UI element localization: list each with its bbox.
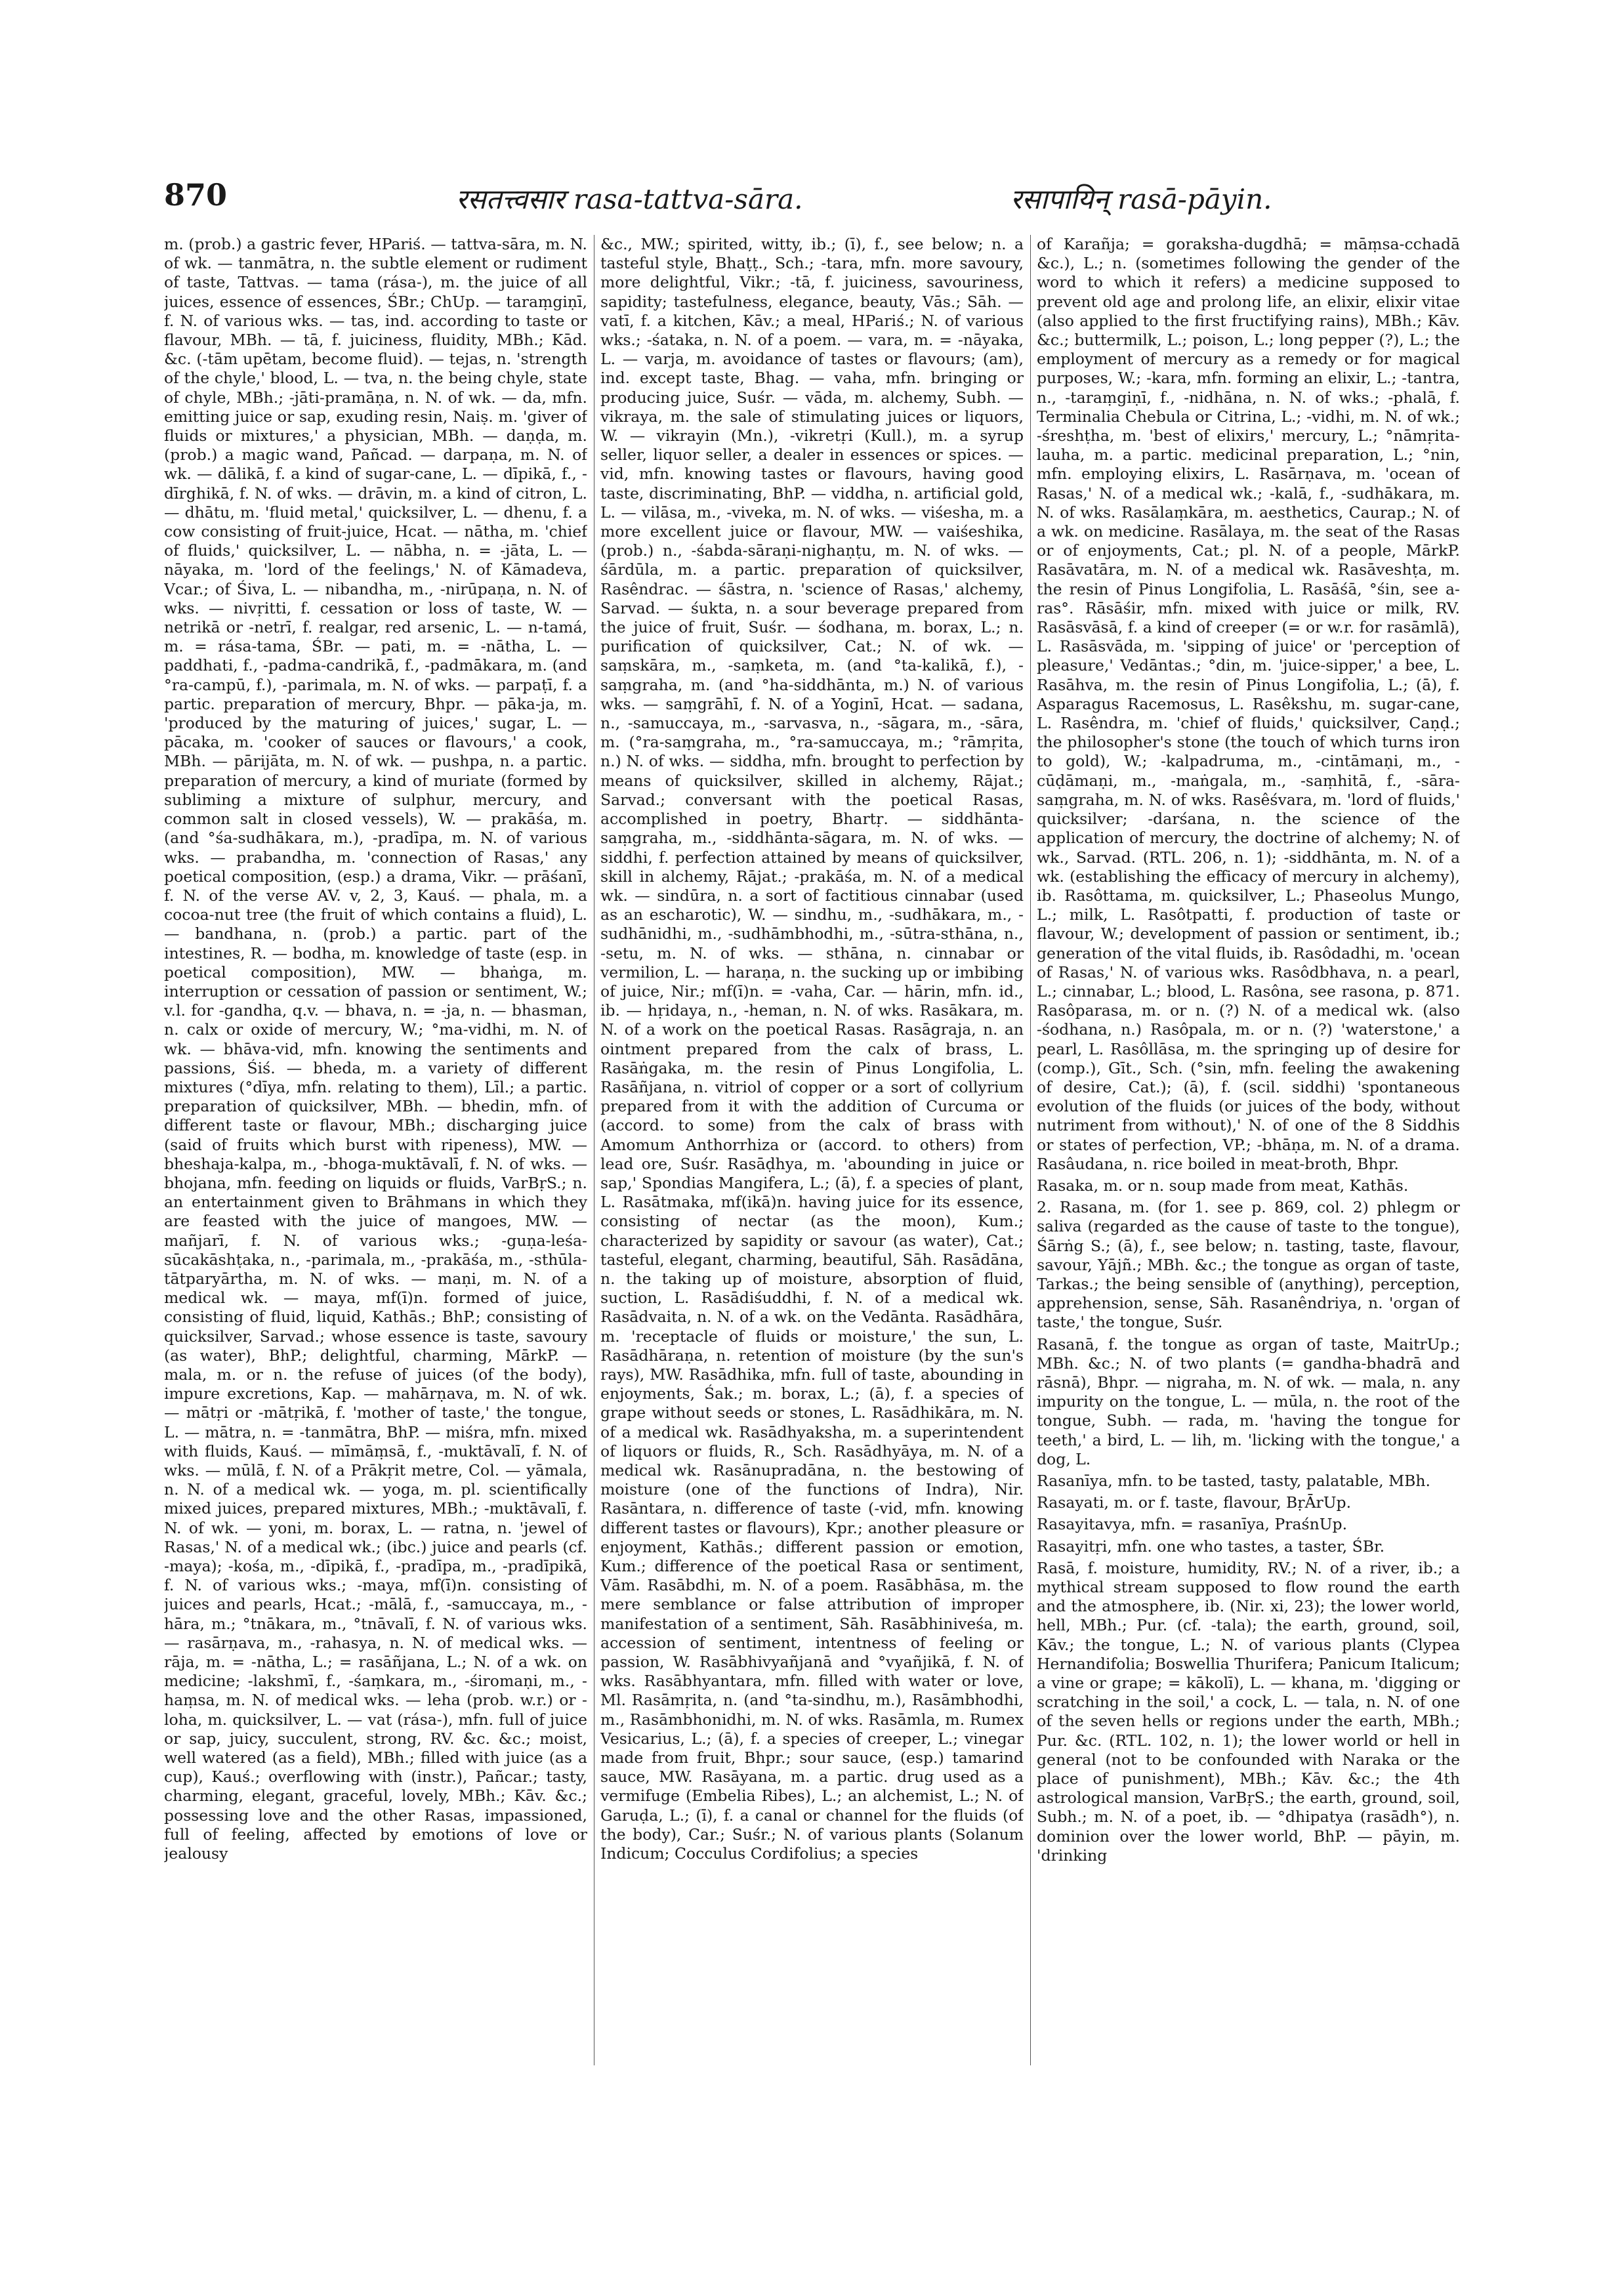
column-3-paragraph: Rasayati, m. or f. taste, flavour, BṛĀrUp. (1037, 1493, 1352, 1512)
column-divider (1030, 235, 1031, 2065)
column-3-paragraph: 2. Rasana, m. (for 1. see p. 869, col. 2) phlegm or saliva (regarded as the cause of taste to the tongue), Śārṅg S.; (ā), f., see below; n. tasting, taste, flavour, savour, Yājñ.; MBh. &c.; the tongue as organ of taste, Tarkas.; the being sensible of (anything), perception, apprehension, sense, Sāh. Rasanêndriya, n. 'organ of taste,' the tongue, Suśr. (1037, 1198, 1460, 1332)
column-3-paragraph: Rasanā, f. the tongue as organ of taste, MaitrUp.; MBh. &c.; N. of two plants (= gandha-bhadrā and rāsnā), Bhpr. — nigraha, m. N. of wk. — mala, n. any impurity on the tongue, L. — mūla, n. the root of the tongue, Subh. — rada, m. 'having the tongue for teeth,' a bird, L. — lih, m. 'licking with the tongue,' a dog, L. (1037, 1334, 1460, 1468)
page-number: 870 (164, 177, 228, 213)
column-3-paragraph: Rasaka, m. or n. soup made from meat, Kathās. (1037, 1176, 1409, 1195)
column-2-text: &c., MW.; spirited, witty, ib.; (ī), f., see below; n. a tasteful style, Bhaṭṭ., Sch.; -tara, mfn. more savoury, more delightful, Vikr.; -tā, f. juiciness, savouriness, sapidity; tastefulness, elegance, beauty, Vās.; Sāh. — vatī, f. a kitchen, Kāv.; a meal, HPariś.; N. of various wks.; -śataka, n. N. of a poem. — vara, m. = -nāyaka, L. — varja, m. avoidance of tastes or flavours; (am), ind. except taste, Bhag. — vaha, mfn. bringing or producing juice, Suśr. — vāda, m. alchemy, Subh. — vikraya, m. the sale of stimulating juices or liquors, W. — vikrayin (Mn.), -vikretṛi (Kull.), m. a syrup seller, liquor seller, a dealer in essences or spices. — vid, mfn. knowing tastes or flavours, having good taste, discriminating, BhP. — viddha, n. artificial gold, L. — vilāsa, m., -viveka, m. N. of wks. — viśesha, m. a more excellent juice or flavour, MW. — vaiśeshika, (prob.) n., -śabda-sāraṇi-nighaṇṭu, m. N. of wks. — śārdūla, m. a partic. preparation of quicksilver, Rasêndrac. — śāstra, n. 'science of Rasas,' alchemy, Sarvad. — śukta, n. a sour beverage prepared from the juice of fruit, Suśr. — śodhana, m. borax, L.; n. purification of quicksilver, Cat.; N. of wk. — saṃskāra, m., -saṃketa, m. (and °ta-kalikā, f.), -saṃgraha, m. (and °ha-siddhānta, m.) N. of various wks. — saṃgrāhī, f. N. of a Yoginī, Hcat. — sadana, n., -samuccaya, m., -sarvasva, n., -sāgara, m., -sāra, m. (°ra-saṃgraha, m., °ra-samuccaya, m.; °rāmṛita, n.) N. of wks. — siddha, mfn. brought to perfection by means of quicksilver, skilled in alchemy, Rājat.; Sarvad.; conversant with the poetical Rasas, accomplished in poetry, Bhartṛ. — siddhānta-saṃgraha, m., -siddhānta-sāgara, m. N. of wks. — siddhi, f. perfection attained by means of quicksilver, skill in alchemy, Rājat.; -prakāśa, m. N. of a medical wk. — sindūra, n. a sort of factitious cinnabar (used as an escharotic), W. — sindhu, m., -sudhākara, m., -sudhānidhi, m., -sudhāmbhodhi, m., -sūtra-sthāna, n., -setu, m. N. of wks. — sthāna, n. cinnabar or vermilion, L. — haraṇa, n. the sucking up or imbibing of juice, Nir.; mf(ī)n. = -vaha, Car. — hārin, mfn. id., ib. — hṛidaya, n., -heman, n. N. of wks. Rasākara, m. N. of a work on the poetical Rasas. Rasāgraja, n. an ointment prepared from the calx of brass, L. Rasāṅgaka, m. the resin of Pinus Longifolia, L. Rasāñjana, n. vitriol of copper or a sort of collyrium prepared from it with the addition of Curcuma or (accord. to some) from the calx of brass with Amomum Anthorrhiza or (accord. to others) from lead ore, Suśr. Rasāḍhya, m. 'abounding in juice or sap,' Spondias Mangifera, L.; (ā), f. a species of plant, L. Rasātmaka, mf(ikā)n. having juice for its essence, consisting of nectar (as the moon), Kum.; characterized by sapidity or savour (as water), Cat.; tasteful, elegant, charming, beautiful, Sāh. Rasādāna, n. the taking up of moisture, absorption of fluid, suction, L. Rasādiśuddhi, f. N. of a medical wk. Rasādvaita, n. N. of a wk. on the Vedānta. Rasādhāra, m. 'receptacle of fluids or moisture,' the sun, L. Rasādhāraṇa, n. retention of moisture (by the sun's rays), MW. Rasādhika, mfn. full of taste, abounding in enjoyments, Śak.; m. borax, L.; (ā), f. a species of grape without seeds or stones, L. Rasādhikāra, m. N. of a medical wk. Rasādhyaksha, m. a superintendent of liquors or fluids, R., Sch. Rasādhyāya, m. N. of a medical wk. Rasānupradāna, n. the bestowing of moisture (one of the functions of Indra), Nir. Rasāntara, n. difference of taste (-vid, mfn. knowing different tastes or flavours), Kpr.; another pleasure or enjoyment, Kathās.; different passion or emotion, Kum.; difference of the poetical Rasa or sentiment, Vām. Rasābdhi, m. N. of a poem. Rasābhāsa, m. the mere semblance or false attribution of improper manifestation of a sentiment, Sāh. Rasābhiniveśa, m. accession of sentiment, intentness of feeling or passion, W. Rasābhivyañjanā and °vyañjikā, f. N. of wks. Rasābhyantara, mfn. filled with water or love, Ml. Rasāmṛita, n. (and °ta-sindhu, m.), Rasāmbhodhi, m., Rasāmbhonidhi, m. N. of wks. Rasāmla, m. Rumex Vesicarius, L.; (ā), f. a species of creeper, L.; vinegar made from fruit, Bhpr.; sour sauce, (esp.) tamarind sauce, MW. Rasāyana, m. a partic. drug used as a vermifuge (Embelia Ribes), L.; an alchemist, L.; N. of Garuḍa, L.; (ī), f. a canal or channel for the fluids (of the body), Car.; Suśr.; N. of various plants (Solanum Indicum; Cocculus Cordifolius; a species (600, 235, 1024, 1863)
column-1-text: m. (prob.) a gastric fever, HPariś. — tattva-sāra, m. N. of wk. — tanmātra, n. the subtle element or rudiment of taste, Tattvas. — tama (rása-), m. the juice of all juices, essence of essences, ŚBr.; ChUp. — taraṃgiṇī, f. N. of various wks. — tas, ind. according to taste or flavour, MBh. — tā, f. juiciness, fluidity, MBh.; Kād. &c. (-tām upētam, become fluid). — tejas, n. 'strength of the chyle,' blood, L. — tva, n. the being chyle, state of chyle, MBh.; -jāti-pramāṇa, n. N. of wk. — da, mfn. emitting juice or sap, exuding resin, Naiṣ. m. 'giver of fluids or mixtures,' a physician, MBh. — daṇḍa, m. (prob.) a magic wand, Pañcad. — darpaṇa, m. N. of wk. — dālikā, f. a kind of sugar-cane, L. — dīpikā, f., -dīrghikā, f. N. of wks. — drāvin, m. a kind of citron, L. — dhātu, m. 'fluid metal,' quicksilver, L. — dhenu, f. a cow consisting of fruit-juice, Hcat. — nātha, m. 'chief of fluids,' quicksilver, L. — nābha, n. = -jāta, L. — nāyaka, m. 'lord of the feelings,' N. of Kāmadeva, Vcar.; of Śiva, L. — nibandha, m., -nirūpaṇa, n. N. of wks. — nivṛitti, f. cessation or loss of taste, W. — netrikā or -netrī, f. realgar, red arsenic, L. — n-tamá, m. = rása-tama, ŚBr. — pati, m. = -nātha, L. — paddhati, f., -padma-candrikā, f., -padmākara, m. (and °ra-campū, f.), -parimala, m. N. of wks. — parpaṭī, f. a partic. preparation of mercury, Bhpr. — pāka-ja, m. 'produced by the maturing of juices,' sugar, L. — pācaka, m. 'cooker of sauces or flavours,' a cook, MBh. — pārijāta, m. N. of wk. — pushpa, n. a partic. preparation of mercury, a kind of muriate (formed by subliming a mixture of sulphur, mercury, and common salt in closed vessels), W. — prakāśa, m. (and °śa-sudhākara, m.), -pradīpa, m. N. of various wks. — prabandha, m. 'connection of Rasas,' any poetical composition, (esp.) a drama, Vikr. — prāśanī, f. N. of the verse AV. v, 2, 3, Kauś. — phala, m. a cocoa-nut tree (the fruit of which contains a fluid), L. — bandhana, n. (prob.) a partic. part of the intestines, R. — bodha, m. knowledge of taste (esp. in poetical composition), MW. — bhaṅga, m. interruption or cessation of passion or sentiment, W.; v.l. for -gandha, q.v. — bhava, n. = -ja, n. — bhasman, n. calx or oxide of mercury, W.; °ma-vidhi, m. N. of wk. — bhāva-vid, mfn. knowing the sentiments and passions, Śiś. — bheda, m. a variety of different mixtures (°dīya, mfn. relating to them), Līl.; a partic. preparation of quicksilver, MBh. — bhedin, mfn. of different taste or flavour, MBh.; discharging juice (said of fruits which burst with ripeness), MW. — bheshaja-kalpa, m., -bhoga-muktāvalī, f. N. of wks. — bhojana, mfn. feeding on liquids or fluids, VarBṛS.; n. an entertainment given to Brāhmans in which they are feasted with the juice of mangoes, MW. — mañjarī, f. N. of various wks.; -guṇa-leśa-sūcakāshṭaka, n., -parimala, m., -prakāśa, m., -sthūla-tātparyārtha, m. N. of wks. — maṇi, m. N. of a medical wk. — maya, mf(ī)n. formed of juice, consisting of fluid, liquid, Kathās.; BhP.; consisting of quicksilver, Sarvad.; whose essence is taste, savoury (as water), BhP.; delightful, charming, MārkP. — mala, m. or n. the refuse of juices (of the body), impure excretions, Kap. — mahārṇava, m. N. of wk. — mātṛi or -mātṛikā, f. 'mother of taste,' the tongue, L. — mātra, n. = -tanmātra, BhP. — miśra, mfn. mixed with fluids, Kauś. — mīmāṃsā, f., -muktāvalī, f. N. of wks. — mūlā, f. N. of a Prākṛit metre, Col. — yāmala, n. N. of a medical wk. — yoga, m. pl. scientifically mixed juices, prepared mixtures, MBh.; -muktāvalī, f. N. of wk. — yoni, m. borax, L. — ratna, n. 'jewel of Rasas,' N. of a medical wk.; (ibc.) juice and pearls (cf. -maya); -kośa, m., -dīpikā, f., -pradīpa, m., -pradīpikā, f. N. of various wks.; -maya, mf(ī)n. consisting of juices and pearls, Hcat.; -mālā, f., -samuccaya, m., -hāra, m.; °tnākara, m., °tnāvalī, f. N. of various wks. — rasārṇava, m., -rahasya, n. N. of medical wks. — rāja, m. = -nātha, L.; = rasāñjana, L.; N. of a wk. on medicine; -lakshmī, f., -śaṃkara, m., -śiromaṇi, m., -haṃsa, m. N. of medical wks. — leha (prob. w.r.) or -loha, m. quicksilver, L. — vat (rása-), mfn. full of juice or sap, juicy, succulent, strong, RV. &c. &c.; moist, well watered (as a field), MBh.; filled with juice (as a cup), Kauś.; overflowing with (instr.), Pañcar.; tasty, charming, elegant, graceful, lovely, MBh.; Kāv. &c.; possessing love and the other Rasas, impassioned, full of feeling, affected by emotions of love or jealousy (164, 235, 587, 1863)
column-3-paragraph: of Karañja; = goraksha-dugdhā; = māṃsa-cchadā &c.), L.; n. (sometimes following the gender of the word to which it refers) a medicine supposed to prevent old age and prolong life, an elixir, elixir vitae (also applied to the first fructifying rains), MBh.; Kāv. &c.; buttermilk, L.; poison, L.; long pepper (?), L.; the employment of mercury as a remedy or for magical purposes, W.; -kara, mfn. forming an elixir, L.; -tantra, n., -taraṃgiṇī, f., -nidhāna, n. N. of wks.; -phalā, f. Terminalia Chebula or Citrina, L.; -vidhi, m. N. of wk.; -śreshṭha, m. 'best of elixirs,' mercury, L.; °nāmṛita-lauha, m. a partic. medicinal preparation, L.; °nin, mfn. employing elixirs, L. Rasārṇava, m. 'ocean of Rasas,' N. of a medical wk.; -kalā, f., -sudhākara, m. N. of wks. Rasālaṃkāra, m. aesthetics, Caurap.; N. of a wk. on medicine. Rasālaya, m. the seat of the Rasas or of enjoyments, Cat.; pl. N. of a people, MārkP. Rasāvatāra, m. N. of a medical wk. Rasāveshṭa, m. the resin of Pinus Longifolia, L. Rasāśā, °śin, see a-ras°. Rāsāśir, mfn. mixed with juice or milk, RV. Rasāsvāsā, f. a kind of creeper (= or w.r. for rasāmlā), L. Rasāsvāda, m. 'sipping of juice' or 'perception of pleasure,' Vedāntas.; °din, m. 'juice-sipper,' a bee, L. Rasāhva, m. the resin of Pinus Longifolia, L.; (ā), f. Asparagus Racemosus, L. Rasêkshu, m. sugar-cane, L. Rasêndra, m. 'chief of fluids,' quicksilver, Caṇḍ.; the philosopher's stone (the touch of which turns iron to gold), W.; -kalpadruma, m., -cintāmaṇi, m., -cūḍāmaṇi, m., -maṅgala, m., -saṃhitā, f., -sāra-saṃgraha, m. N. of wks. Rasêśvara, m. 'lord of fluids,' quicksilver; -darśana, n. the science of the application of mercury, the doctrine of alchemy; N. of wk., Sarvad. (RTL. 206, n. 1); -siddhānta, m. N. of a wk. (establishing the efficacy of mercury in alchemy), ib. Rasôttama, m. quicksilver, L.; Phaseolus Mungo, L.; milk, L. Rasôtpatti, f. production of taste or flavour, W.; development of passion or sentiment, ib.; generation of the vital fluids, ib. Rasôdadhi, m. 'ocean of Rasas,' N. of various wks. Rasôdbhava, n. a pearl, L.; cinnabar, L.; blood, L. Rasôna, see rasona, p. 871. Rasôparasa, m. or n. (?) N. of a medical wk. (also -śodhana, n.) Rasôpala, m. or n. (?) 'waterstone,' a pearl, L. Rasôllāsa, m. the springing up of desire for (comp.), Gīt., Sch. (°sin, mfn. feeling the awakening of desire, Cat.); (ā), f. (scil. siddhi) 'spontaneous evolution of the fluids (or juices of the body, without nutriment from without),' N. of one of the 8 Siddhis or states of perfection, VP.; -bhāṇa, m. N. of a drama. Rasâudana, n. rice boiled in meat-broth, Bhpr. (1037, 235, 1460, 1173)
column-3-paragraph: Rasanīya, mfn. to be tasted, tasty, palatable, MBh. (1037, 1472, 1431, 1490)
right-guide-word: रसापायिन् rasā-pāyin. (1010, 183, 1272, 215)
column-3 (1037, 235, 1460, 2065)
running-header (164, 177, 1460, 223)
left-guide-word: रसतत्त्वसार rasa-tattva-sāra. (456, 183, 803, 215)
column-3-paragraph: Rasayitṛi, mfn. one who tastes, a taster, ŚBr. (1037, 1537, 1385, 1556)
column-1 (164, 235, 587, 2065)
column-2 (600, 235, 1024, 2065)
column-3-paragraph: Rasayitavya, mfn. = rasanīya, PraśnUp. (1037, 1515, 1348, 1534)
dictionary-columns (164, 235, 1460, 2072)
column-3-paragraph: Rasā, f. moisture, humidity, RV.; N. of a river, ib.; a mythical stream supposed to flow round the earth and the atmosphere, ib. (Nir. xi, 23); the lower world, hell, MBh.; Pur. (cf. -tala); the earth, ground, soil, Kāv.; the tongue, L.; N. of various plants (Clypea Hernandifolia; Boswellia Thurifera; Panicum Italicum; a vine or grape; = kākolī), L. — khana, m. 'digging or scratching in the soil,' a cock, L. — tala, n. N. of one of the seven hells or regions under the earth, MBh.; Pur. &c. (RTL. 102, n. 1); the lower world or hell in general (not to be confounded with Naraka or the place of punishment), MBh.; Kāv. &c.; the 4th astrological mansion, VarBṛS.; the earth, ground, soil, Subh.; m. N. of a poet, ib. — °dhipatya (rasādh°), n. dominion over the lower world, BhP. — pāyin, m. 'drinking (1037, 1558, 1460, 1865)
